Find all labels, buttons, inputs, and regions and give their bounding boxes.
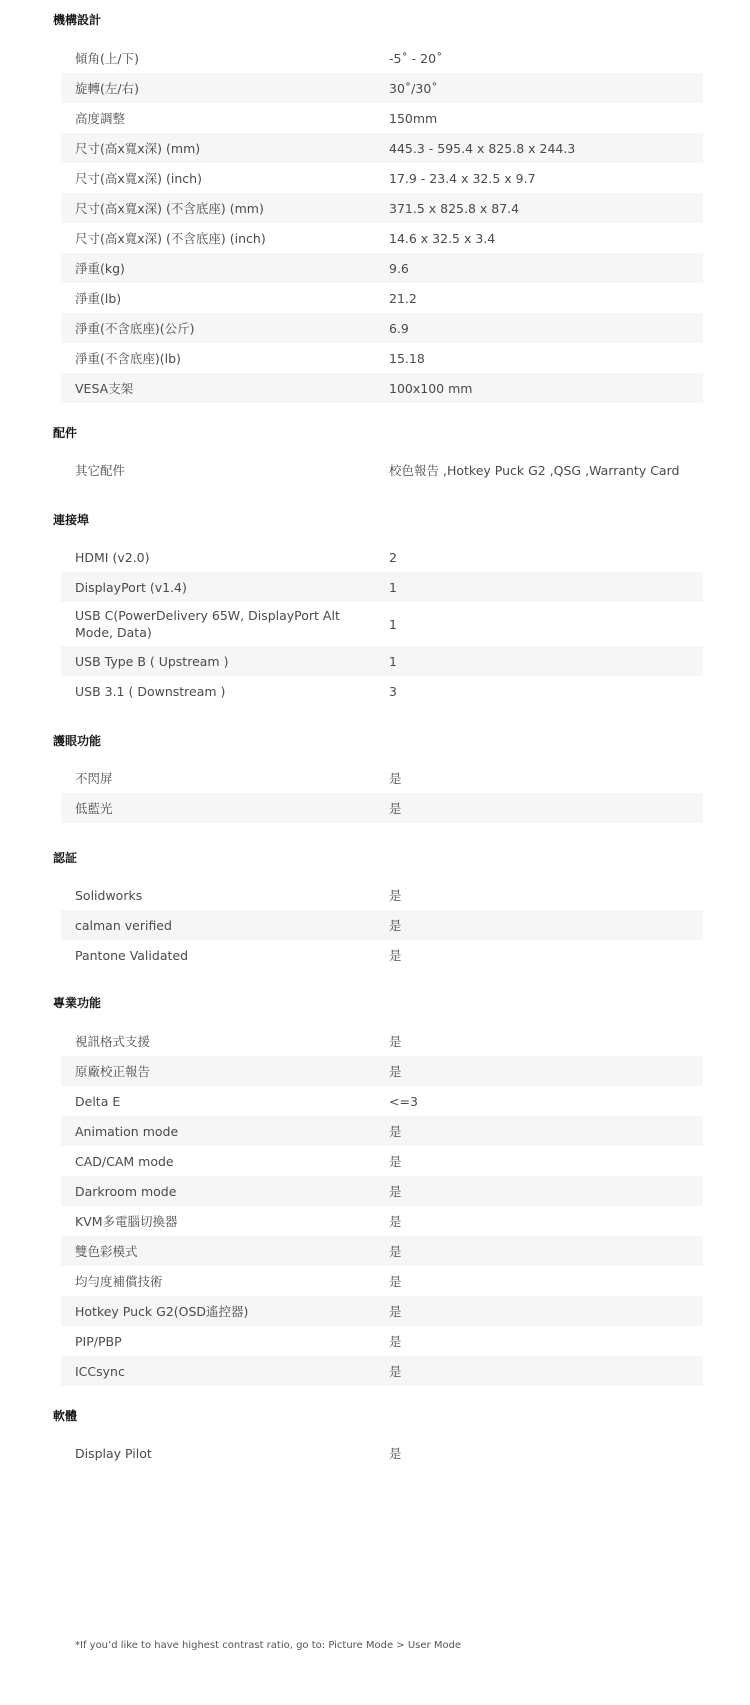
spec-value: 445.3 - 595.4 x 825.8 x 244.3	[389, 140, 576, 156]
spec-row	[61, 223, 703, 253]
spec-row	[61, 283, 703, 313]
spec-label: USB Type B ( Upstream )	[75, 653, 229, 669]
spec-value: 是	[389, 1183, 402, 1199]
spec-row	[61, 133, 703, 163]
spec-row	[61, 1086, 703, 1116]
spec-value: 14.6 x 32.5 x 3.4	[389, 230, 496, 246]
spec-value: -5˚ - 20˚	[389, 50, 443, 66]
spec-label: Darkroom mode	[75, 1183, 177, 1199]
spec-row	[61, 1438, 703, 1468]
spec-label: HDMI (v2.0)	[75, 549, 150, 565]
spec-row	[61, 572, 703, 602]
spec-value: 是	[389, 1445, 402, 1461]
spec-row	[61, 253, 703, 283]
spec-value: 30˚/30˚	[389, 80, 438, 96]
spec-row	[61, 1266, 703, 1296]
spec-value: 1	[389, 653, 397, 669]
spec-label: ICCsync	[75, 1363, 125, 1379]
spec-label: Animation mode	[75, 1123, 179, 1139]
spec-row	[61, 940, 703, 970]
spec-label: USB C(PowerDelivery 65W, DisplayPort Alt Mode, Data)	[75, 608, 340, 640]
spec-label: 視訊格式支援	[75, 1033, 151, 1049]
spec-value: 是	[389, 1333, 402, 1349]
spec-label: calman verified	[75, 917, 172, 933]
spec-label: 雙色彩模式	[75, 1243, 138, 1259]
spec-label: 淨重(不含底座)(公斤)	[75, 320, 195, 336]
spec-row	[61, 373, 703, 403]
spec-row	[61, 602, 703, 646]
section-title: 護眼功能	[53, 734, 102, 748]
spec-row	[61, 542, 703, 572]
spec-label: Pantone Validated	[75, 947, 189, 963]
section-title: 專業功能	[53, 996, 102, 1010]
spec-label: 尺寸(高x寬x深) (不含底座) (inch)	[75, 230, 266, 246]
spec-value: 21.2	[389, 290, 417, 306]
spec-row	[61, 313, 703, 343]
spec-label: 尺寸(高x寬x深) (inch)	[75, 170, 202, 186]
spec-value: 15.18	[389, 350, 425, 366]
section-title: 連接埠	[53, 513, 90, 527]
spec-value: 校色報告 ,Hotkey Puck G2 ,QSG ,Warranty Card	[389, 462, 680, 478]
spec-label: 旋轉(左/右)	[75, 80, 139, 96]
spec-row	[61, 193, 703, 223]
spec-row	[61, 1206, 703, 1236]
spec-row	[61, 73, 703, 103]
spec-value: 100x100 mm	[389, 380, 473, 396]
spec-value: 是	[389, 1153, 402, 1169]
spec-row	[61, 1056, 703, 1086]
spec-row	[61, 880, 703, 910]
spec-label: 均勻度補償技術	[75, 1273, 163, 1289]
spec-value: 2	[389, 549, 397, 565]
spec-row	[61, 1356, 703, 1386]
spec-value: 3	[389, 683, 397, 699]
spec-row	[61, 676, 703, 706]
spec-row	[61, 455, 703, 485]
spec-value: 是	[389, 1303, 402, 1319]
spec-row	[61, 1026, 703, 1056]
spec-label: DisplayPort (v1.4)	[75, 579, 187, 595]
spec-value: 是	[389, 1123, 402, 1139]
spec-value: 17.9 - 23.4 x 32.5 x 9.7	[389, 170, 536, 186]
spec-label: 淨重(不含底座)(lb)	[75, 350, 181, 366]
spec-label: 其它配件	[75, 462, 126, 478]
spec-row	[61, 1176, 703, 1206]
spec-row	[61, 103, 703, 133]
spec-value: 371.5 x 825.8 x 87.4	[389, 200, 520, 216]
spec-value: 是	[389, 1363, 402, 1379]
spec-value: 是	[389, 770, 402, 786]
spec-label: 低藍光	[75, 800, 113, 816]
spec-label: 淨重(lb)	[75, 290, 122, 306]
spec-value: 是	[389, 1243, 402, 1259]
section-title: 機構設計	[53, 13, 102, 27]
spec-row	[61, 793, 703, 823]
spec-value: 是	[389, 887, 402, 903]
spec-label: Delta E	[75, 1093, 121, 1109]
spec-value: 150mm	[389, 110, 438, 126]
footnote: *If you’d like to have highest contrast ratio, go to: Picture Mode > User Mode	[75, 1640, 462, 1651]
spec-label: Solidworks	[75, 887, 143, 903]
spec-value: 是	[389, 947, 402, 963]
spec-value: 9.6	[389, 260, 409, 276]
spec-label: 尺寸(高x寬x深) (不含底座) (mm)	[75, 200, 264, 216]
spec-label: 淨重(kg)	[75, 260, 125, 276]
spec-value: 是	[389, 917, 402, 933]
spec-label: PIP/PBP	[75, 1333, 122, 1349]
spec-value: 是	[389, 1033, 402, 1049]
spec-label: Display Pilot	[75, 1445, 152, 1461]
spec-row	[61, 1236, 703, 1266]
spec-label: 不閃屏	[75, 770, 113, 786]
spec-row	[61, 163, 703, 193]
section-title: 軟體	[53, 1409, 78, 1423]
spec-label: 高度調整	[75, 110, 126, 126]
spec-label: USB 3.1 ( Downstream )	[75, 683, 226, 699]
section-title: 認証	[53, 851, 78, 865]
spec-label: 傾角(上/下)	[75, 50, 139, 66]
spec-value: 是	[389, 1063, 402, 1079]
spec-label: Hotkey Puck G2(OSD遙控器)	[75, 1303, 249, 1319]
spec-row	[61, 1326, 703, 1356]
spec-value: 1	[389, 579, 397, 595]
spec-label: KVM多電腦切換器	[75, 1213, 178, 1229]
spec-row	[61, 910, 703, 940]
section-title: 配件	[53, 426, 78, 440]
spec-row	[61, 343, 703, 373]
spec-value: 是	[389, 1213, 402, 1229]
spec-label: 原廠校正報告	[75, 1063, 151, 1079]
spec-row	[61, 763, 703, 793]
spec-value: 是	[389, 800, 402, 816]
spec-label: 尺寸(高x寬x深) (mm)	[75, 140, 201, 156]
spec-row	[61, 43, 703, 73]
spec-row	[61, 1296, 703, 1326]
spec-row	[61, 1146, 703, 1176]
spec-label: CAD/CAM mode	[75, 1153, 174, 1169]
spec-value: 是	[389, 1273, 402, 1289]
spec-row	[61, 646, 703, 676]
spec-value: 6.9	[389, 320, 409, 336]
spec-label: VESA支架	[75, 380, 134, 396]
spec-value: <=3	[389, 1093, 418, 1109]
spec-row	[61, 1116, 703, 1146]
spec-value: 1	[389, 616, 397, 632]
